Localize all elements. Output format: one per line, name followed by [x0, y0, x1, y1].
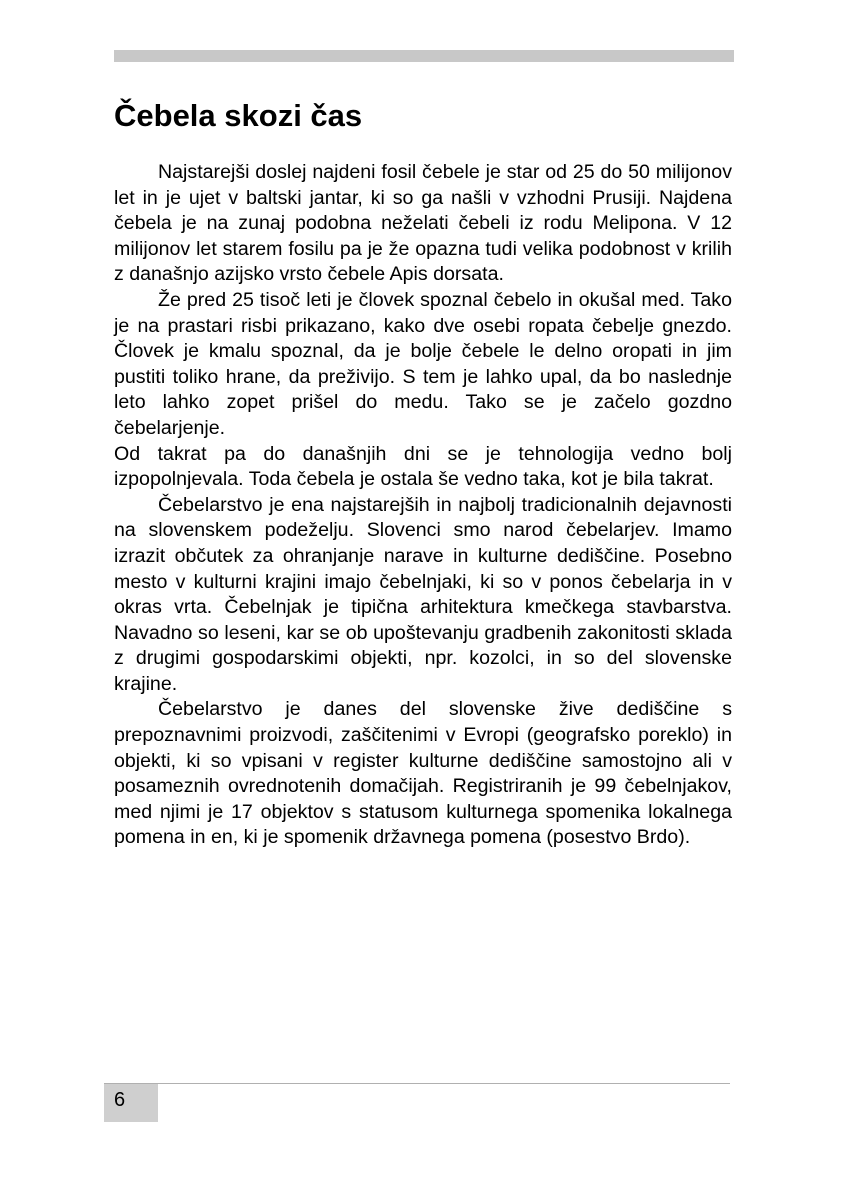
- paragraph-5: Čebelarstvo je danes del slovenske žive dediščine s prepoznavnimi proizvodi, zaščitenimi v Evropi (geografsko poreklo) in objekti, ki so vpisani v register kulturne dediščine samostojno ali v posameznih ovrednotenih domačijah. Registriranih je 99 čebelnjakov, med njimi je 17 objektov s statusom kulturnega spomenika lokalnega pomena in en, ki je spomenik državnega pomena (posestvo Brdo).: [114, 698, 732, 849]
- page-number: 6: [114, 1089, 126, 1111]
- footer-rule: [104, 1083, 730, 1084]
- page-title: Čebela skozi čas: [114, 98, 363, 133]
- paragraph-3: Od takrat pa do današnjih dni se je tehnologija vedno bolj izpopolnjevala. Toda čebela je ostala še vedno taka, kot je bila takrat.: [114, 442, 732, 491]
- page-number-box: [104, 1084, 158, 1122]
- paragraph-2: Že pred 25 tisoč leti je človek spoznal čebelo in okušal med. Tako je na prastari risbi prikazano, kako dve osebi ropata čebelje gnezdo. Človek je kmalu spoznal, da je bolje čebele le delno oropati in jim pustiti toliko hrane, da preživijo. S tem je lahko upal, da bo naslednje leto lahko zopet prišel do medu. Tako se je začelo gozdno čebelarjenje.: [114, 288, 732, 439]
- body-text: [114, 160, 732, 851]
- header-rule: [114, 50, 734, 62]
- paragraph-1: Najstarejši doslej najdeni fosil čebele je star od 25 do 50 milijonov let in je ujet v baltski jantar, ki so ga našli v vzhodni Prusiji. Najdena čebela je na zunaj podobna neželati čebeli iz rodu Melipona. V 12 milijonov let starem fosilu pa je že opazna tudi velika podobnost v krilih z današnjo azijsko vrsto čebele Apis dorsata.: [114, 161, 732, 286]
- paragraph-4: Čebelarstvo je ena najstarejših in najbolj tradicionalnih dejavnosti na slovenskem podeželju. Slovenci smo narod čebelarjev. Imamo izrazit občutek za ohranjanje narave in kulturne dediščine. Posebno mesto v kulturni krajini imajo čebelnjaki, ki so v ponos čebelarja in v okras vrta. Čebelnjak je tipična arhitektura kmečkega stavbarstva. Navadno so leseni, kar se ob upoštevanju gradbenih zakonitosti sklada z drugimi gospodarskimi objekti, npr. kozolci, in so del slovenske krajine.: [114, 493, 732, 695]
